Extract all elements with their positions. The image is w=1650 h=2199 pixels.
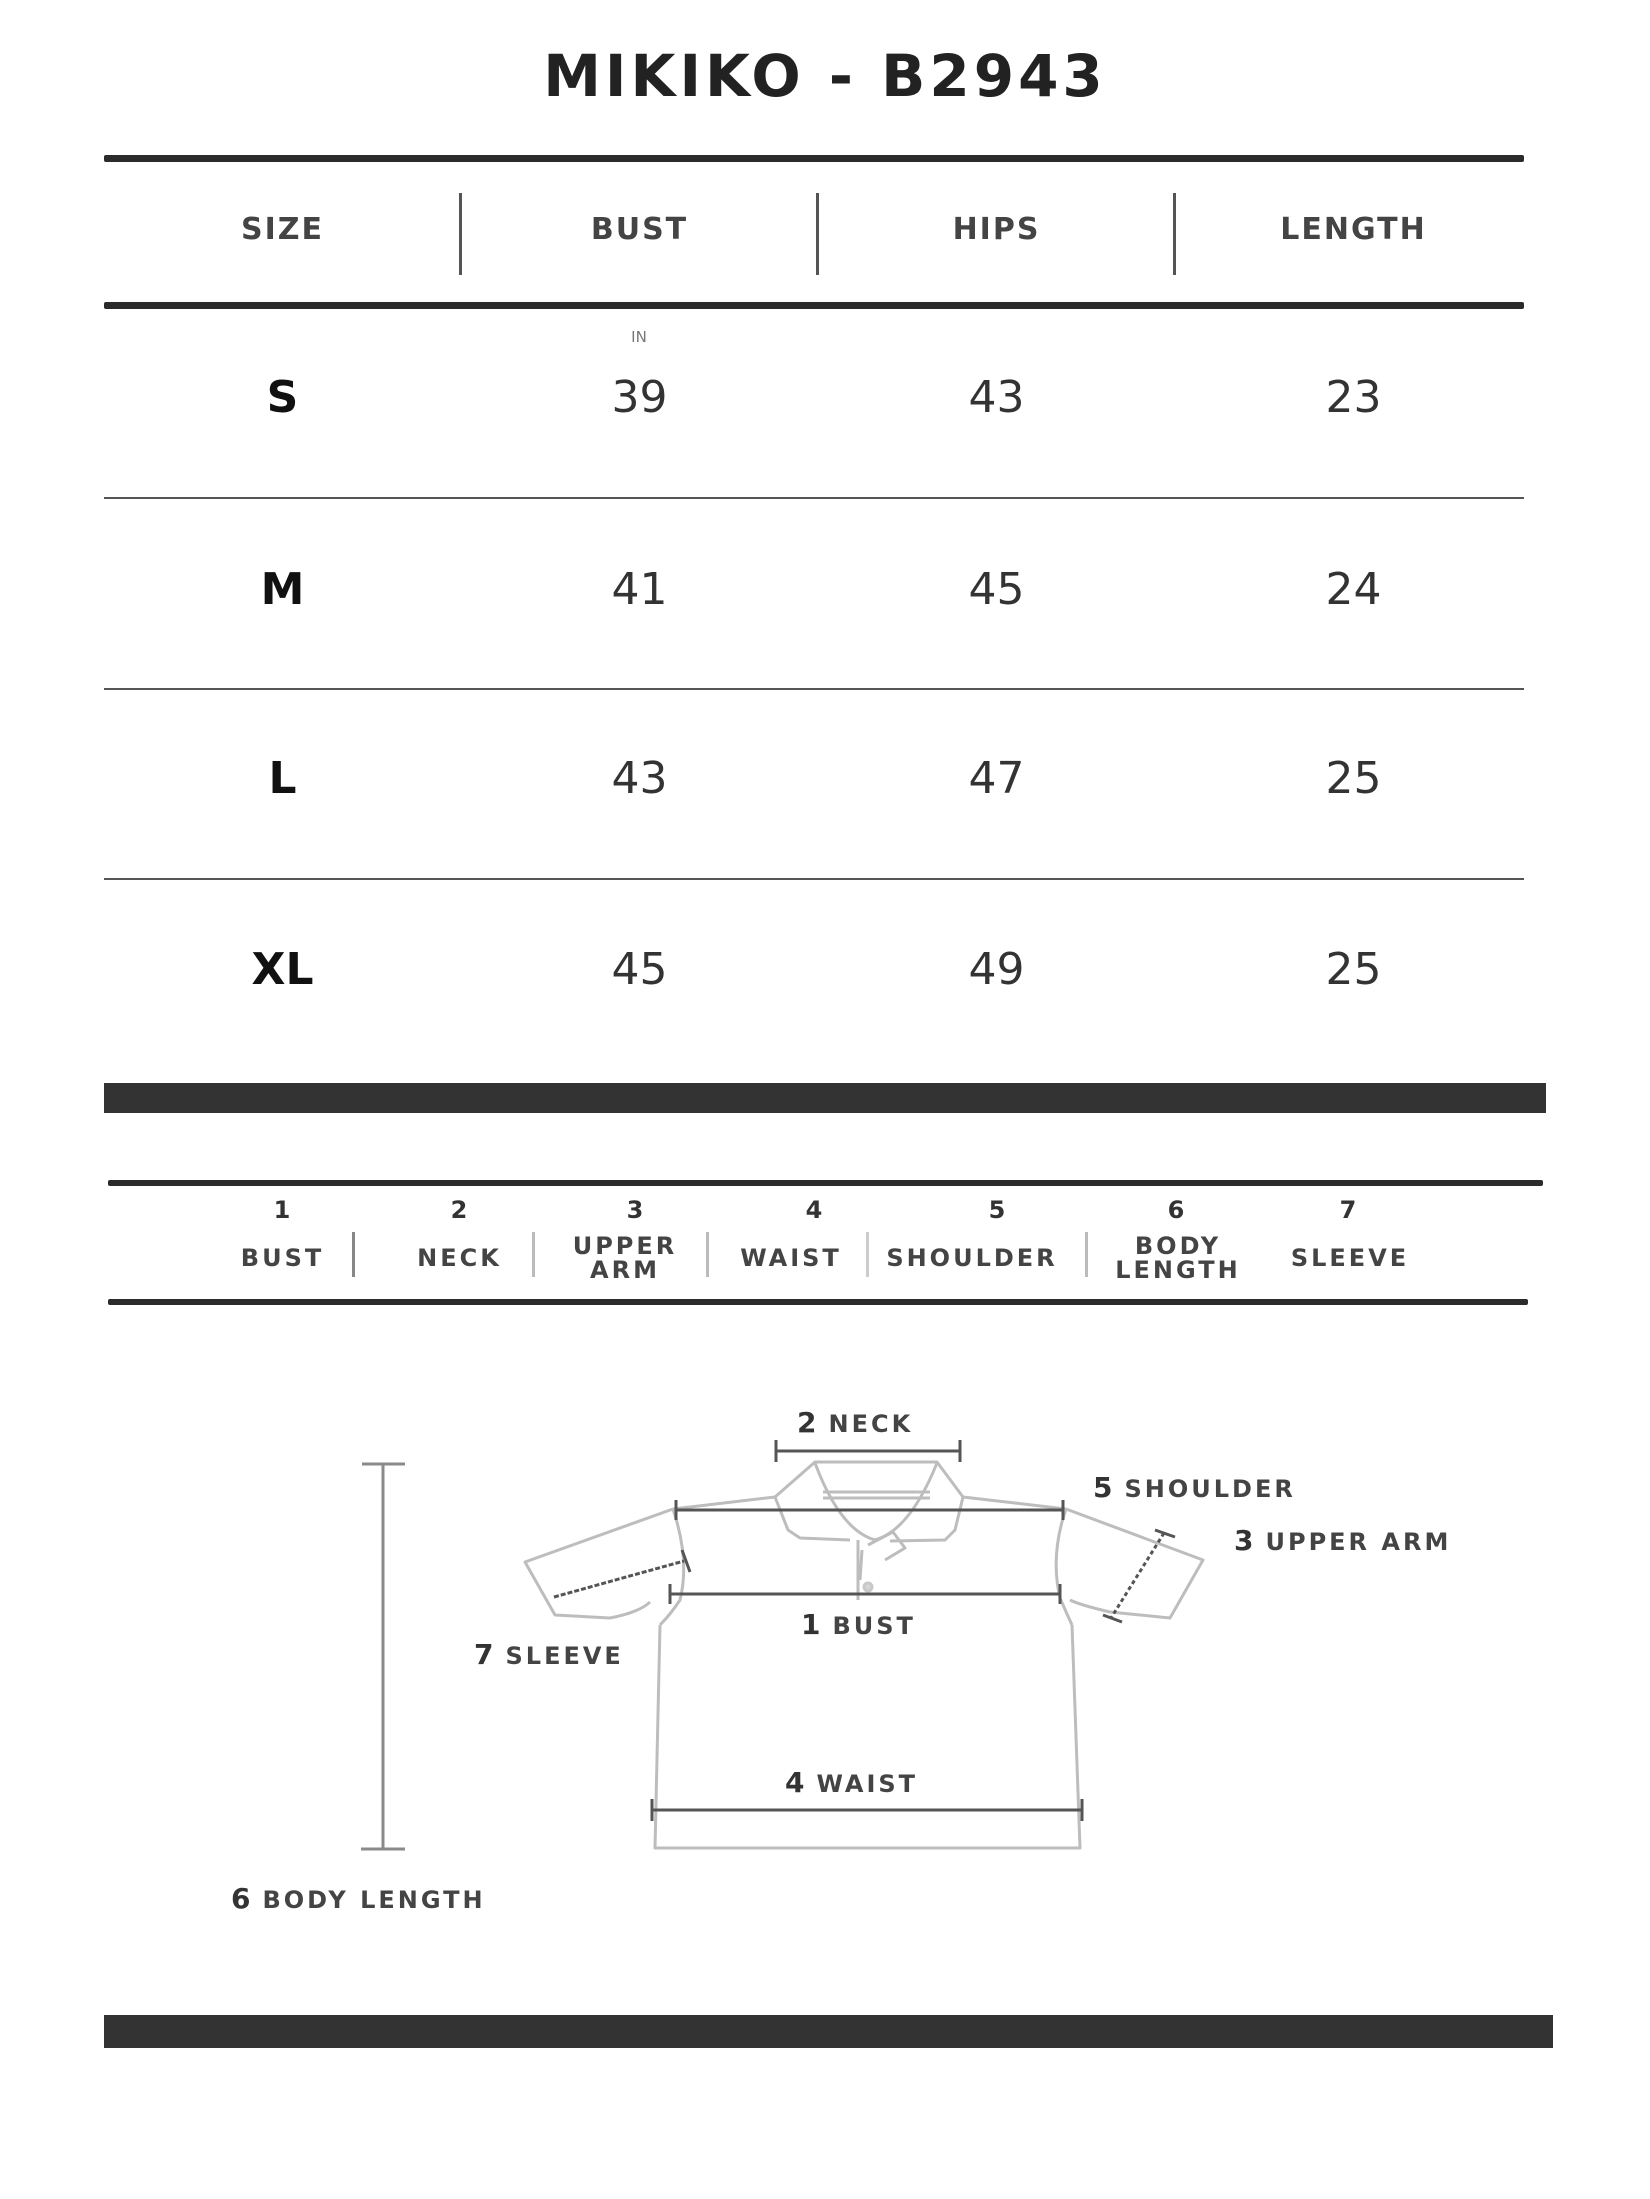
bust-cell: 43: [611, 753, 668, 804]
legend-number: 6: [1167, 1196, 1185, 1224]
legend-number: 4: [805, 1196, 823, 1224]
legend-label-upper-arm: UPPER ARM: [572, 1232, 678, 1284]
header-hips: HIPS: [952, 212, 1041, 247]
page-title: MIKIKO - B2943: [543, 42, 1107, 110]
legend-label-body-length: BODY LENGTH: [1115, 1232, 1241, 1284]
legend-label-bust: BUST: [240, 1244, 325, 1272]
footer-divider-bar: [104, 2015, 1553, 2048]
unit-label: IN: [631, 328, 647, 346]
header-size: SIZE: [240, 212, 324, 247]
diagram-label-waist: 4 WAIST: [785, 1766, 919, 1799]
hips-cell: 43: [968, 372, 1025, 423]
diagram-label-sleeve: 7 SLEEVE: [474, 1638, 624, 1671]
bust-cell: 41: [611, 564, 668, 615]
bust-cell: 39: [611, 372, 668, 423]
length-cell: 25: [1325, 944, 1382, 995]
legend-number: 7: [1339, 1196, 1357, 1224]
size-cell: M: [260, 564, 305, 615]
legend-number: 5: [988, 1196, 1006, 1224]
legend-label-waist: WAIST: [740, 1244, 842, 1272]
diagram-label-neck: 2 NECK: [797, 1406, 914, 1439]
legend-number: 1: [273, 1196, 291, 1224]
legend-number: 3: [626, 1196, 644, 1224]
legend-number: 2: [450, 1196, 468, 1224]
header-bust: BUST: [590, 212, 689, 247]
legend-label-sleeve: SLEEVE: [1290, 1244, 1410, 1272]
diagram-label-shoulder: 5 SHOULDER: [1093, 1471, 1296, 1504]
diagram-label-body-length: 6 BODY LENGTH: [231, 1882, 486, 1915]
bust-cell: 45: [611, 944, 668, 995]
length-cell: 23: [1325, 372, 1382, 423]
diagram-label-upper-arm: 3 UPPER ARM: [1234, 1524, 1452, 1557]
legend-label-shoulder: SHOULDER: [886, 1244, 1058, 1272]
size-cell: XL: [251, 944, 314, 995]
size-cell: S: [266, 372, 299, 423]
length-cell: 24: [1325, 564, 1382, 615]
header-length: LENGTH: [1280, 212, 1427, 247]
hips-cell: 45: [968, 564, 1025, 615]
diagram-label-bust: 1 BUST: [801, 1608, 916, 1641]
legend-label-neck: NECK: [417, 1244, 502, 1272]
hips-cell: 47: [968, 753, 1025, 804]
hips-cell: 49: [968, 944, 1025, 995]
size-cell: L: [268, 753, 297, 804]
length-cell: 25: [1325, 753, 1382, 804]
